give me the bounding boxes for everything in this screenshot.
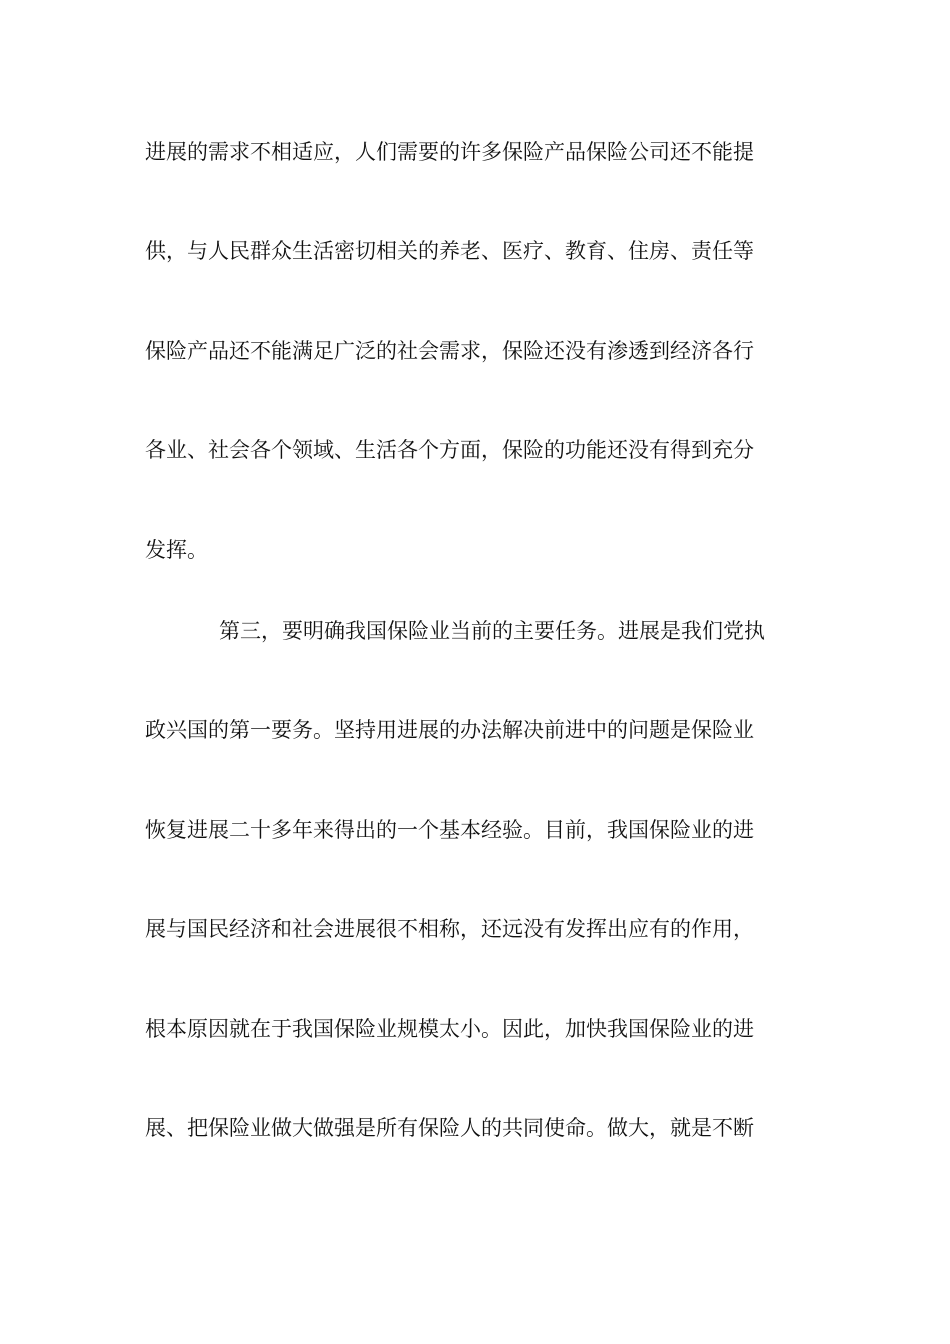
- paragraph-start-line: 第三，要明确我国保险业当前的主要任务。进展是我们党执: [219, 619, 765, 643]
- text-line: 进展的需求不相适应，人们需要的许多保险产品保险公司还不能提: [145, 140, 754, 164]
- text-line: 各业、社会各个领域、生活各个方面，保险的功能还没有得到充分: [145, 438, 754, 462]
- text-line: 根本原因就在于我国保险业规模太小。因此，加快我国保险业的进: [145, 1017, 754, 1041]
- text-line: 保险产品还不能满足广泛的社会需求，保险还没有渗透到经济各行: [145, 339, 754, 363]
- text-line: 展与国民经济和社会进展很不相称，还远没有发挥出应有的作用，: [145, 917, 754, 941]
- text-line: 展、把保险业做大做强是所有保险人的共同使命。做大，就是不断: [145, 1116, 754, 1140]
- text-line: 供，与人民群众生活密切相关的养老、医疗、教育、住房、责任等: [145, 239, 754, 263]
- text-line: 发挥。: [145, 538, 208, 562]
- text-line: 恢复进展二十多年来得出的一个基本经验。目前，我国保险业的进: [145, 818, 754, 842]
- text-line: 政兴国的第一要务。坚持用进展的办法解决前进中的问题是保险业: [145, 718, 754, 742]
